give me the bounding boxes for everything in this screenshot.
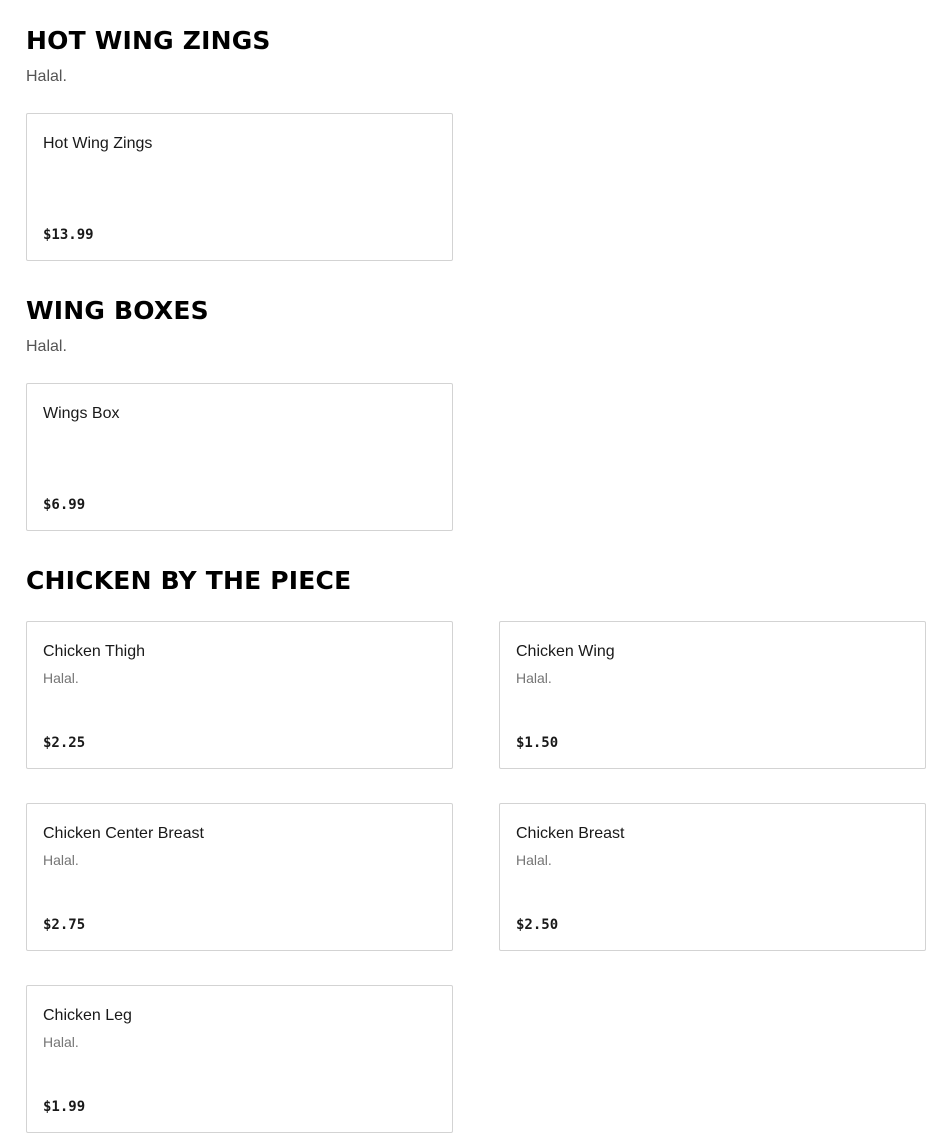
menu-item-description: Halal. (43, 852, 79, 868)
menu-section-hot-wing-zings (26, 26, 928, 87)
menu-section-chicken-by-the-piece (26, 566, 928, 596)
section-title: WING BOXES (26, 296, 209, 325)
menu-item-price: $2.25 (43, 735, 86, 751)
menu-item-name: Wings Box (43, 405, 120, 422)
menu-item-price: $2.50 (516, 917, 559, 933)
menu-item-name: Chicken Center Breast (43, 825, 204, 842)
section-description: Halal. (26, 68, 67, 85)
menu-item-card-chicken-wing[interactable] (499, 621, 926, 769)
menu-item-name: Chicken Wing (516, 643, 615, 660)
menu-item-price: $13.99 (43, 227, 94, 243)
menu-item-description: Halal. (43, 1034, 79, 1050)
menu-item-name: Hot Wing Zings (43, 135, 153, 152)
menu-item-description: Halal. (516, 852, 552, 868)
menu-item-price: $1.99 (43, 1099, 86, 1115)
menu-item-card-chicken-thigh[interactable] (26, 621, 453, 769)
section-title: HOT WING ZINGS (26, 26, 271, 55)
menu-item-price: $1.50 (516, 735, 559, 751)
menu-item-card-hot-wing-zings[interactable] (26, 113, 453, 261)
menu-item-card-chicken-center-breast[interactable] (26, 803, 453, 951)
section-description: Halal. (26, 338, 67, 355)
menu-item-card-wings-box[interactable] (26, 383, 453, 531)
menu-item-card-chicken-leg[interactable] (26, 985, 453, 1133)
menu-item-price: $2.75 (43, 917, 86, 933)
menu-item-price: $6.99 (43, 497, 86, 513)
menu-item-name: Chicken Breast (516, 825, 625, 842)
menu-item-name: Chicken Thigh (43, 643, 145, 660)
menu-item-description: Halal. (43, 670, 79, 686)
menu-item-card-chicken-breast[interactable] (499, 803, 926, 951)
section-title: CHICKEN BY THE PIECE (26, 566, 352, 595)
menu-item-name: Chicken Leg (43, 1007, 132, 1024)
menu-section-wing-boxes (26, 296, 928, 357)
menu-item-description: Halal. (516, 670, 552, 686)
